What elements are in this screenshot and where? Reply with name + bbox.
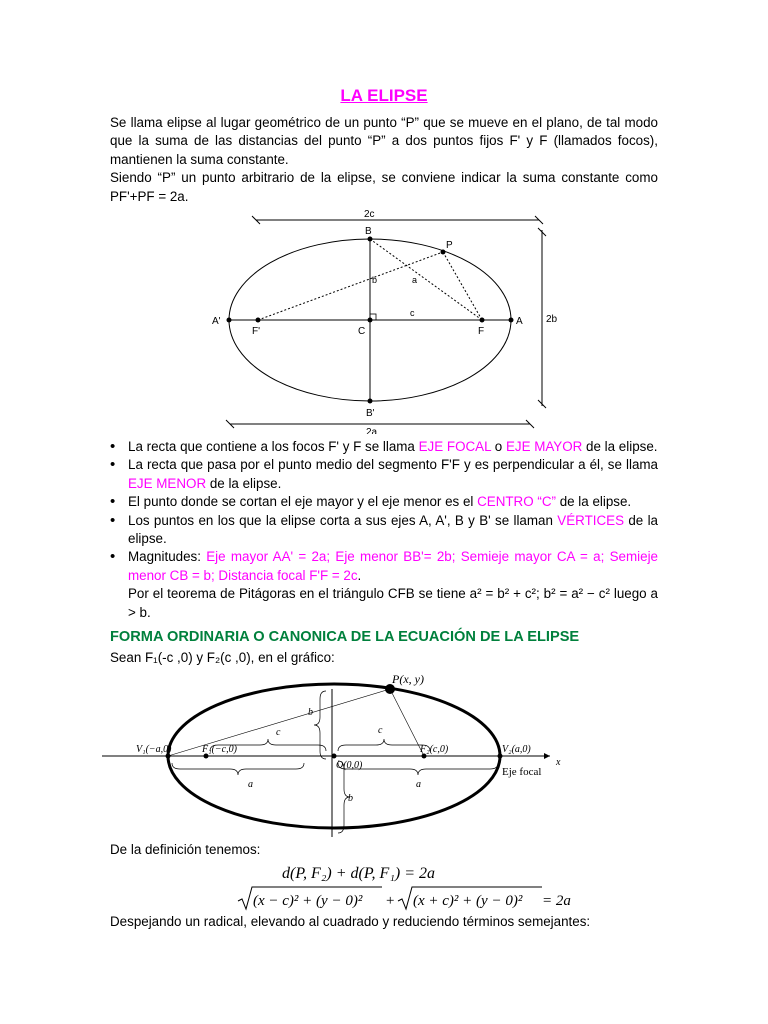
magnitudes-label: Magnitudes: bbox=[128, 549, 207, 565]
bullet-item bbox=[110, 438, 658, 456]
label-P-xy: P(x, y) bbox=[392, 671, 424, 686]
label-a: a bbox=[412, 275, 418, 286]
highlighted-term: VÉRTICES bbox=[557, 512, 625, 528]
label-2c: 2c bbox=[364, 210, 375, 221]
document-page bbox=[110, 84, 658, 932]
bullet-text: de la elipse. bbox=[555, 494, 632, 510]
label-A-prime: A' bbox=[212, 316, 221, 328]
label-F1: F₁(−c,0) bbox=[202, 743, 237, 755]
bullet-text: Los puntos en los que la elipse corta a sus ejes A, A', B y B' se llaman bbox=[128, 512, 558, 528]
bullet-text: La recta que contiene a los focos F' y F se llama bbox=[128, 439, 419, 455]
label-a-left: a bbox=[248, 778, 253, 790]
section-heading: FORMA ORDINARIA O CANONICA DE LA ECUACIÓN DE LA ELIPSE bbox=[110, 629, 580, 646]
label-c-left: c bbox=[276, 726, 281, 738]
bullet-text: La recta que pasa por el punto medio del segmento F'F y es perpendicular a él, se llama bbox=[128, 457, 658, 473]
label-c-right: c bbox=[378, 724, 383, 736]
label-O: O(0,0) bbox=[336, 759, 363, 771]
bullet-text: de la elipse. bbox=[582, 439, 658, 455]
label-V2: V₂(a,0) bbox=[502, 743, 531, 755]
equation-2 bbox=[110, 885, 658, 913]
label-B: B bbox=[365, 226, 372, 238]
label-P: P bbox=[446, 240, 453, 252]
highlighted-term: EJE MAYOR bbox=[505, 439, 583, 455]
definition-list bbox=[110, 438, 658, 548]
pitagoras-text: Por el teorema de Pitágoras en el triángulo CFB se tiene a² = b² + c²; b² = a² − c² luego a > b. bbox=[128, 586, 658, 620]
magnitudes-values: Eje mayor AA' = 2a; Eje menor BB'= 2b; Semieje mayor CA = a; Semieje menor CB = b; Distancia focal F'F = 2c bbox=[128, 549, 658, 583]
label-A: A bbox=[516, 316, 523, 328]
intro-paragraph-2: Siendo “P” un punto arbitrario de la elipse, se conviene indicar la suma constante como PF'+PF = 2a. bbox=[110, 170, 658, 204]
highlighted-term: CENTRO “C” bbox=[477, 494, 556, 510]
magnitudes-end: . bbox=[357, 567, 362, 583]
label-2a: 2a bbox=[366, 427, 378, 435]
label-b-bottom: b bbox=[348, 792, 353, 804]
axis-x-label: x bbox=[556, 756, 561, 768]
label-eje-focal: Eje focal bbox=[502, 765, 542, 778]
equation-2-end: = 2a bbox=[542, 893, 571, 910]
label-V1: V₁(−a,0) bbox=[136, 743, 172, 755]
magnitudes-list bbox=[110, 548, 658, 622]
label-F-prime: F' bbox=[252, 326, 261, 338]
label-c: c bbox=[410, 308, 415, 319]
label-b: b bbox=[372, 275, 378, 286]
bullet-item bbox=[110, 456, 658, 493]
despejando-text: Despejando un radical, elevando al cuadrado y reduciendo términos semejantes: bbox=[110, 914, 591, 930]
label-F2: F₂(c,0) bbox=[420, 743, 449, 755]
equation-2-right: (x + c)² + (y − 0)² bbox=[413, 893, 523, 910]
bullet-item bbox=[110, 493, 658, 511]
bullet-text: El punto donde se cortan el eje mayor y el eje menor es el bbox=[128, 494, 478, 510]
intro-paragraph: Se llama elipse al lugar geométrico de un punto “P” que se mueve en el plano, de tal modo que la suma de las distancias del punto “P” a dos puntos fijos F' y F (llamados focos), mantienen la suma constante. bbox=[110, 115, 658, 167]
ellipse-diagram-1 bbox=[110, 210, 658, 434]
highlighted-term: EJE FOCAL bbox=[418, 439, 492, 455]
svg-text:+: + bbox=[386, 893, 395, 910]
bullet-text: de la elipse. bbox=[128, 512, 658, 547]
label-2b: 2b bbox=[546, 314, 558, 326]
equation-1-text: d(P, F₂) + d(P, F₁) = 2a bbox=[282, 865, 435, 883]
section-intro: Sean F₁(-c ,0) y F₂(c ,0), en el gráfico: bbox=[110, 649, 335, 665]
label-b-top: b bbox=[308, 706, 313, 718]
equation-1 bbox=[110, 859, 658, 885]
label-B-prime: B' bbox=[366, 408, 375, 420]
equation-2-left: (x − c)² + (y − 0)² bbox=[253, 893, 363, 910]
label-C: C bbox=[358, 326, 366, 338]
ellipse-diagram-2 bbox=[72, 671, 672, 837]
label-a-right: a bbox=[416, 778, 421, 790]
label-F: F bbox=[478, 326, 485, 338]
definition-text: De la definición tenemos: bbox=[110, 841, 261, 857]
page-title: LA ELIPSE bbox=[340, 86, 428, 105]
magnitudes-item bbox=[110, 548, 658, 622]
bullet-text: o bbox=[491, 439, 506, 455]
bullet-item bbox=[110, 512, 658, 549]
bullet-text: de la elipse. bbox=[206, 475, 282, 491]
highlighted-term: EJE MENOR bbox=[128, 475, 207, 491]
